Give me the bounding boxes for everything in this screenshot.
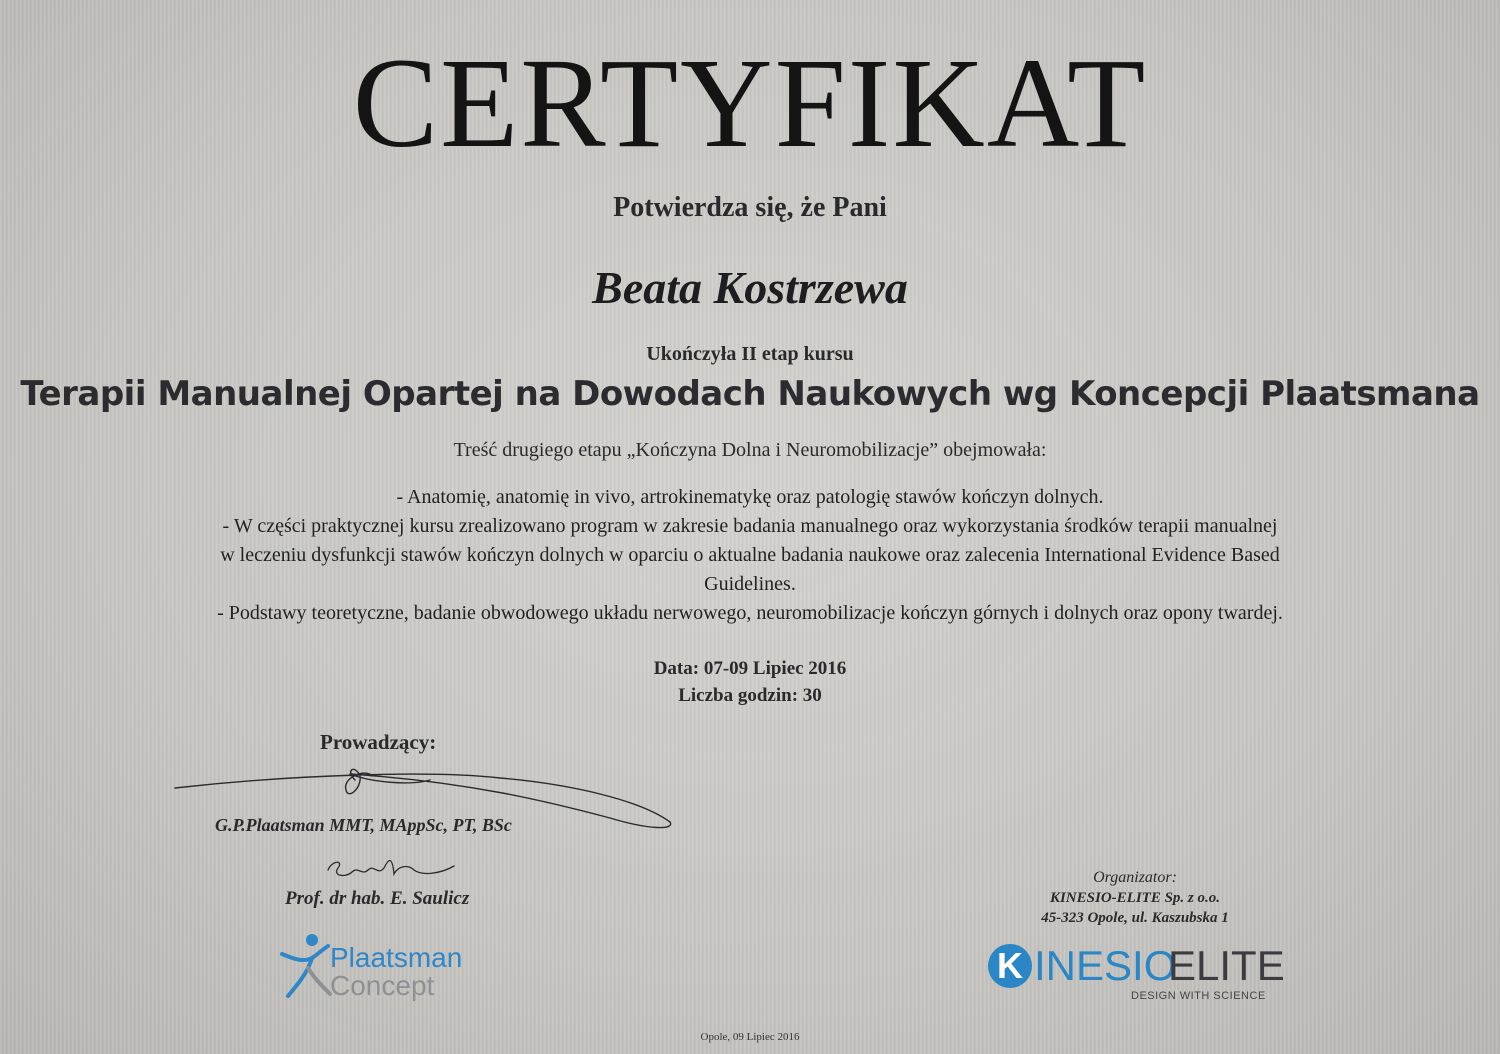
content-list <box>0 483 1500 628</box>
trainers-label: Prowadzący: <box>320 730 437 754</box>
content-line: w leczeniu dysfunkcji stawów kończyn dolnych w oparciu o aktualne badania naukowe oraz zalecenia International Evidence Based <box>220 544 1280 566</box>
completed-line: Ukończyła II etap kursu <box>646 343 854 365</box>
footer-place-date: Opole, 09 Lipiec 2016 <box>700 1031 800 1043</box>
content-line: - W części praktycznej kursu zrealizowano program w zakresie badania manualnego oraz wykorzystania środków terapii manualnej <box>222 515 1278 537</box>
content-intro: Treść drugiego etapu „Kończyna Dolna i Neuromobilizacje” obejmowała: <box>453 439 1047 461</box>
course-date: Data: 07-09 Lipiec 2016 <box>653 658 847 679</box>
kinesio-tagline: DESIGN WITH SCIENCE <box>1131 990 1266 1002</box>
organizer-address: 45-323 Opole, ul. Kaszubska 1 <box>1041 910 1229 926</box>
kinesio-elite-logo <box>988 938 1285 1008</box>
organizer-label: Organizator: <box>1093 869 1177 886</box>
signature-saulicz <box>322 848 462 884</box>
course-hours: Liczba godzin: 30 <box>678 685 822 706</box>
certificate-title: CERTYFIKAT <box>352 32 1148 174</box>
plaatsman-figure-icon <box>278 932 334 1002</box>
content-line: - Anatomię, anatomię in vivo, artrokinematykę oraz patologię stawów kończyn dolnych. <box>396 486 1104 508</box>
organizer-company: KINESIO-ELITE Sp. z o.o. <box>1049 890 1221 906</box>
content-line: - Podstawy teoretyczne, badanie obwodowego układu nerwowego, neuromobilizacje kończyn górnych i dolnych oraz opony twardej. <box>217 602 1283 624</box>
plaatsman-logo-text: Plaatsman <box>330 942 463 973</box>
elite-logo-text: ELITE <box>1168 942 1285 989</box>
organizer-block <box>990 868 1280 928</box>
kinesio-logo-initial: K <box>988 944 1032 988</box>
content-line: Guidelines. <box>704 573 796 595</box>
recipient-name: Beata Kostrzewa <box>592 262 908 313</box>
trainer-2-name: Prof. dr hab. E. Saulicz <box>285 888 470 909</box>
course-name: Terapii Manualnej Opartej na Dowodach Naukowych wg Koncepcji Plaatsmana <box>20 374 1480 414</box>
plaatsman-concept-logo <box>278 932 498 1004</box>
kinesio-logo-text: INESIO <box>1034 942 1177 989</box>
trainer-1-name: G.P.Plaatsman MMT, MAppSc, PT, BSc <box>215 815 512 835</box>
plaatsman-logo-subtext: Concept <box>330 970 435 1001</box>
confirmation-line: Potwierdza się, że Pani <box>613 192 887 223</box>
